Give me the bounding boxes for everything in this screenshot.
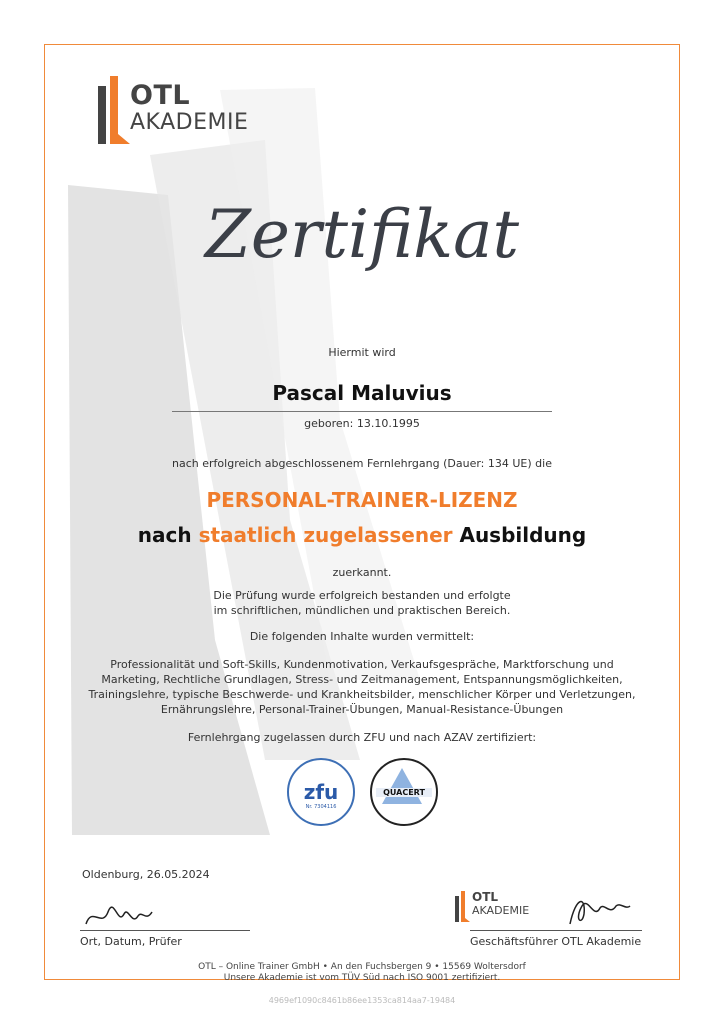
footer: [0, 962, 724, 984]
examiner-label: Ort, Datum, Prüfer: [80, 935, 182, 948]
director-signature-line: [470, 930, 642, 931]
quacert-seal: [370, 758, 438, 826]
examiner-signature-line: [80, 930, 250, 931]
director-signature-icon: [564, 890, 634, 930]
license-title: PERSONAL-TRAINER-LIZENZ: [206, 488, 518, 512]
logo-akademie-text: AKADEMIE: [130, 110, 249, 135]
logo-small-otl: OTL: [472, 890, 499, 904]
exam-line1: Die Prüfung wurde erfolgreich bestanden und erfolgte: [213, 589, 511, 602]
intro-text: Hiermit wird: [328, 346, 396, 359]
contents-line: Trainingslehre, typische Beschwerde- und Krankheitsbilder, menschlicher Körper und Verletzungen,: [88, 688, 636, 701]
contents-list: [0, 657, 724, 717]
subtitle-highlight: staatlich zugelassener: [198, 523, 453, 547]
otl-logo: [96, 74, 276, 154]
recipient-name: Pascal Maluvius: [272, 381, 452, 405]
contents-heading: Die folgenden Inhalte wurden vermittelt:: [249, 630, 475, 643]
contents-line: Ernährungslehre, Personal-Trainer-Übungen, Manual-Resistance-Übungen: [160, 703, 564, 716]
zfu-seal-label: zfu: [303, 780, 339, 804]
footer-line2: Unsere Akademie ist vom TÜV Süd nach ISO 9001 zertifiziert.: [223, 973, 501, 983]
license-subtitle: [0, 523, 724, 547]
zfu-seal: [287, 758, 355, 826]
place-date: Oldenburg, 26.05.2024: [82, 868, 210, 881]
logo-mark-icon: [96, 74, 130, 154]
logo-small-akademie: AKADEMIE: [472, 904, 530, 917]
subtitle-part3: Ausbildung: [452, 523, 587, 547]
certified-text: Fernlehrgang zugelassen durch ZFU und nach AZAV zertifiziert:: [187, 731, 537, 744]
name-underline: [172, 411, 552, 412]
exam-line2: im schriftlichen, mündlichen und praktischen Bereich.: [213, 604, 511, 617]
director-label: Geschäftsführer OTL Akademie: [470, 935, 642, 948]
quacert-seal-label: QUACERT: [376, 788, 432, 797]
course-text: nach erfolgreich abgeschlossenem Fernlehrgang (Dauer: 134 UE) die: [172, 457, 552, 470]
certificate-title: Zertifikat: [205, 196, 519, 273]
contents-line: Professionalität und Soft-Skills, Kundenmotivation, Verkaufsgespräche, Marktforschung und: [110, 658, 614, 671]
subtitle-part1: nach: [137, 523, 199, 547]
logo-otl-text: OTL: [130, 80, 191, 111]
contents-line: Marketing, Rechtliche Grundlagen, Stress- und Zeitmanagement, Entspannungsmöglichkeiten,: [101, 673, 623, 686]
footer-line1: OTL – Online Trainer GmbH • An den Fuchsbergen 9 • 15569 Woltersdorf: [198, 962, 526, 972]
birth-date: geboren: 13.10.1995: [304, 417, 420, 430]
exam-text: [0, 588, 724, 618]
otl-logo-small: [454, 888, 564, 928]
zfu-seal-number: Nr. 7304116: [305, 804, 337, 810]
logo-mark-small-icon: [454, 890, 470, 926]
awarded-text: zuerkannt.: [332, 566, 392, 579]
examiner-signature-icon: [82, 902, 162, 932]
certificate-hash: 4969ef1090c8461b86ee1353ca814aa7-19484: [268, 996, 456, 1005]
